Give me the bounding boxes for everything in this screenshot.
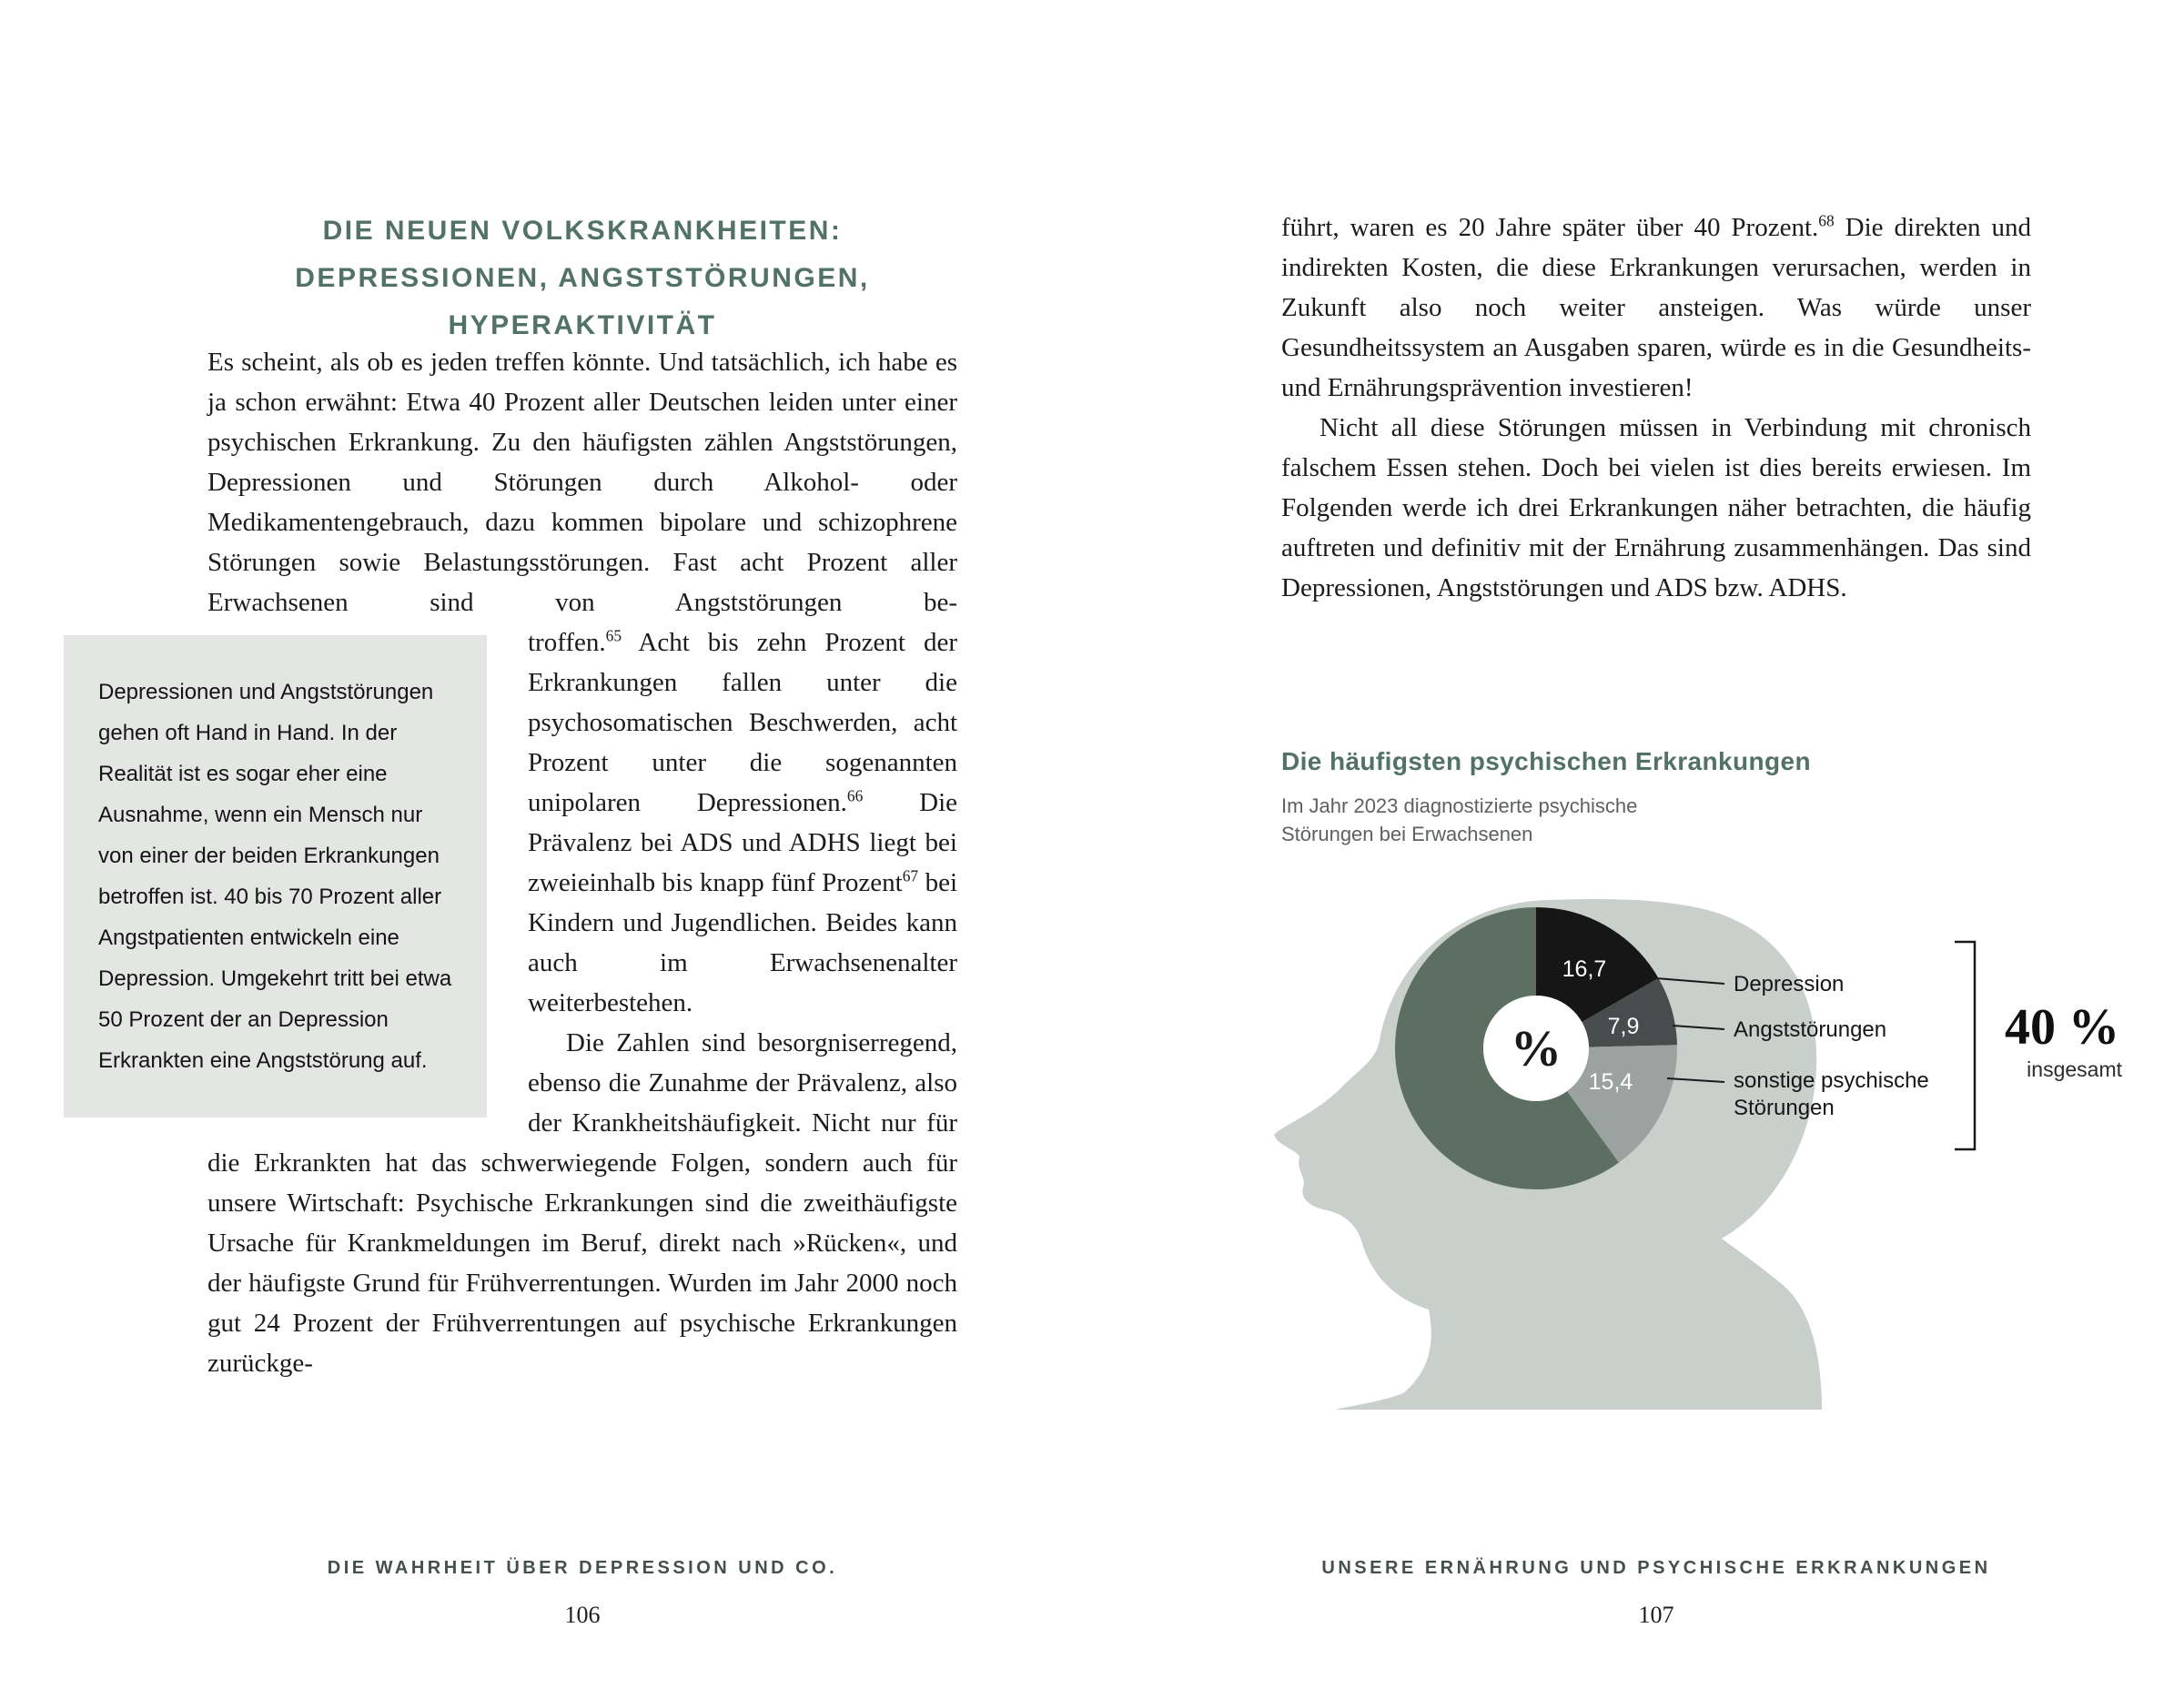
chapter-heading xyxy=(207,207,957,349)
chart-caption-line-1: Im Jahr 2023 diagnostizierte psychische xyxy=(1281,794,1638,817)
psych-disorders-chart xyxy=(1247,887,2166,1442)
label-anxiety: Angststörungen xyxy=(1734,1017,1887,1042)
chart-title: Die häufigsten psychischen Erkrankungen xyxy=(1281,747,1811,776)
label-depression: Depression xyxy=(1734,972,1845,996)
total-sublabel: insgesamt xyxy=(2027,1057,2122,1081)
running-footer-right: UNSERE ERNÄHRUNG UND PSYCHISCHE ERKRANKUNGEN xyxy=(1321,1558,1991,1578)
label-other-line-1: sonstige psychische xyxy=(1734,1068,1929,1093)
chart-caption-line-2: Störungen bei Erwachsenen xyxy=(1281,823,1533,845)
label-other-line-2: Störungen xyxy=(1734,1096,1835,1120)
callout-box xyxy=(64,635,487,1117)
chapter-heading-line-2: DEPRESSIONEN, ANGSTSTÖRUNGEN, xyxy=(295,263,870,294)
paragraph-intro-continued: troffen.$^{65}$ Acht bis zehn Prozent der Erkrankungen fallen unter die psychosomatischen Beschwerden, acht Prozent unter die sogenannten unipolaren Depressionen.$^{66}$ Die Prävalenz bei ADS und ADHS liegt bei zweieinhalb bis knapp fünf Prozent$^{67}$ bei Kindern und Jugendlichen. Beides kann auch im Erwachsenenalter weiterbestehen. xyxy=(528,626,957,1017)
value-other: 15,4 xyxy=(1588,1069,1633,1095)
value-anxiety: 7,9 xyxy=(1607,1014,1640,1039)
paragraph-nutrition-link: Nicht all diese Störungen müssen in Verbindung mit chronisch falschem Essen stehen. Doch bei vielen ist dies bereits erwiesen. Im Folgenden werde ich drei Erkrankungen näher betrachten, die häufig auftreten und definitiv mit der Ernährung zusammenhängen. Das sind Depressionen, Angststörungen und ADS bzw. ADHS. xyxy=(1281,413,2031,602)
callout-text: Depressionen und Angststörungen gehen oft Hand in Hand. In der Realität ist es sogar eher eine Ausnahme, wenn ein Mensch nur von einer der beiden Erkrankungen betroffen ist. 40 bis 70 Prozent aller Angstpatienten entwickeln eine Depression. Umgekehrt tritt bei etwa 50 Prozent der an Depression Erkrankten eine Angststörung auf. xyxy=(98,680,452,1073)
chapter-heading-line-3: HYPERAKTIVITÄT xyxy=(448,310,717,341)
value-depression: 16,7 xyxy=(1562,956,1607,982)
running-footer-left: DIE WAHRHEIT ÜBER DEPRESSION UND CO. xyxy=(327,1558,838,1578)
paragraph-statistics: Die Zahlen sind besorgniserregend, ebenso die Zunahme der Prävalenz, also der Krankheitshäufigkeit. Nicht nur für die Erkrankten hat das schwerwiegende Folgen, sondern auch für unsere Wirtschaft: Psychische Erkrankungen sind die zweithäufigste Ursache für Krankmeldungen im Beruf, direkt nach »Rücken«, und der häufigste Grund für Frühverrentungen. Wurden im Jahr 2000 noch gut 24 Prozent der Frühverrentungen auf psychische Erkrankungen zurückge- xyxy=(207,1028,957,1378)
total-bracket xyxy=(1955,942,1975,1149)
right-body-text xyxy=(1281,207,2031,608)
paragraph-costs: führt, waren es 20 Jahre später über 40 Prozent.$^{68}$ Die direkten und indirekten Kosten, die diese Erkrankungen verursachen, werden in Zukunft also noch weiter ansteigen. Was würde unser Gesundheitssystem an Ausgaben sparen, würde es in die Gesundheits- und Ernährungsprävention investieren! xyxy=(1281,211,2032,402)
percent-symbol: % xyxy=(1511,1021,1562,1077)
page-number-left: 106 xyxy=(564,1602,601,1628)
total-percentage: 40 % xyxy=(2005,999,2119,1056)
left-body-text xyxy=(98,342,957,1383)
chart-caption xyxy=(1281,792,2031,848)
page-number-right: 107 xyxy=(1638,1602,1674,1628)
paragraph-intro: Es scheint, als ob es jeden treffen könnte. Und tatsächlich, ich habe es ja schon erwähnt: Etwa 40 Prozent aller Deutschen leiden unter einer psychischen Erkrankung. Zu den häufigsten zählen Angststörungen, Depressionen und Störungen durch Alkohol- oder Medikamentengebrauch, dazu kommen bipolare und schizophrene Störungen sowie Belastungsstörungen. Fast acht Prozent aller Erwachsenen sind von Angststörungen be- xyxy=(207,348,957,617)
chapter-heading-line-1: DIE NEUEN VOLKSKRANKHEITEN: xyxy=(322,216,843,247)
